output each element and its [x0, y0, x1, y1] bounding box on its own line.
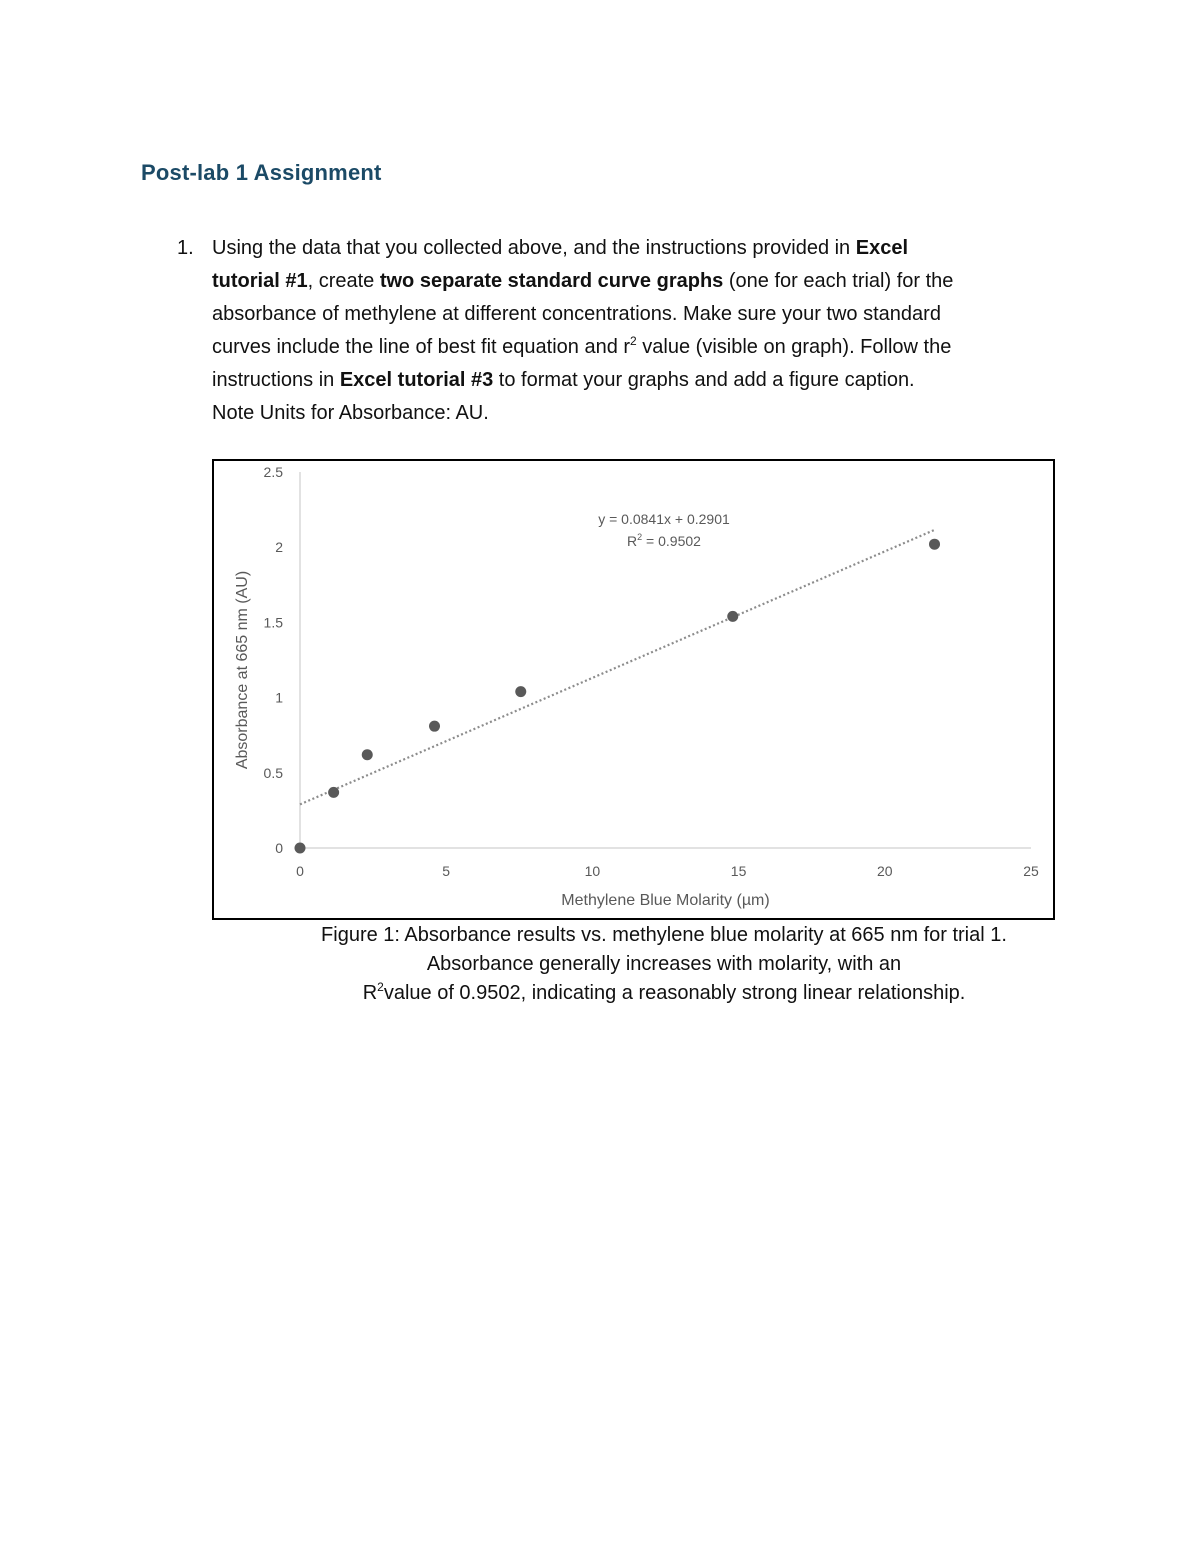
data-point: [727, 611, 738, 622]
chart-trendline-group: [300, 530, 935, 804]
caption-line-2: Absorbance generally increases with molarity, with an: [426, 953, 902, 975]
caption-line-3: [212, 979, 1116, 1008]
question-text: [212, 232, 1072, 430]
page-title: Post-lab 1 Assignment: [141, 160, 382, 185]
y-tick-label: 2.5: [263, 464, 283, 480]
question-text-span: to format your graphs and add a figure caption.: [493, 369, 915, 391]
caption-text-span: value of 0.9502, indicating a reasonably strong linear relationship.: [383, 982, 966, 1004]
x-tick-label: 25: [1023, 863, 1039, 879]
question-line-4: [212, 331, 1072, 364]
y-tick-label: 1.5: [263, 614, 283, 631]
question-text-span: instructions in: [212, 369, 340, 391]
question-line-6: Note Units for Absorbance: AU.: [212, 402, 489, 424]
x-tick-label: 0: [296, 863, 304, 879]
data-point: [295, 843, 306, 854]
question-line-1: [212, 232, 1072, 265]
chart-frame: [212, 459, 1055, 920]
question-text-span: curves include the line of best fit equation and r: [212, 336, 631, 358]
y-axis-title: Absorbance at 665 nm (AU): [234, 570, 251, 770]
trendline: [300, 530, 935, 804]
y-tick-label: 1: [275, 689, 283, 706]
figure-caption: [212, 921, 1116, 1008]
scatter-chart: [214, 461, 1053, 918]
question-text-span: (one for each trial) for the: [723, 270, 954, 292]
data-point: [328, 787, 339, 798]
superscript: 2: [377, 980, 384, 994]
r-squared-value: = 0.9502: [642, 533, 701, 549]
y-tick-label: 0.5: [263, 764, 283, 781]
data-point: [362, 749, 373, 760]
question-line-2: [212, 265, 1072, 298]
superscript: 2: [630, 334, 637, 348]
data-point: [929, 539, 940, 550]
x-tick-label: 20: [877, 863, 893, 879]
trendline-equation-label: y = 0.0841x + 0.2901: [598, 511, 730, 527]
y-tick-label: 0: [275, 840, 283, 856]
chart-labels: [234, 464, 1039, 909]
chart-points: [295, 539, 941, 854]
question-text-span: , create: [307, 270, 380, 292]
standard-curve-bold-text: two separate standard curve graphs: [379, 270, 724, 292]
data-point: [429, 721, 440, 732]
tutorial-1-bold-text: tutorial #1: [212, 270, 308, 292]
question-line-5: [212, 364, 1072, 397]
caption-line-1: Figure 1: Absorbance results vs. methylene blue molarity at 665 nm for trial 1.: [321, 924, 1007, 946]
x-tick-label: 15: [730, 863, 747, 879]
chart-axes: [300, 472, 1031, 848]
r-squared-label: [627, 532, 701, 549]
x-tick-label: 5: [442, 863, 451, 879]
r-squared-prefix: R: [627, 533, 638, 549]
question-text-span: Using the data that you collected above, and the instructions provided in: [212, 237, 856, 259]
x-axis-title: Methylene Blue Molarity (µm): [561, 892, 770, 909]
tutorial-3-bold-text: Excel tutorial #3: [339, 369, 494, 391]
r-squared-superscript: 2: [637, 532, 643, 542]
question-number: 1.: [177, 237, 194, 259]
caption-text-span: R: [362, 982, 378, 1004]
x-tick-label: 10: [584, 863, 601, 879]
question-line-3: absorbance of methylene at different concentrations. Make sure your two standard: [212, 303, 941, 325]
excel-bold-text: Excel: [855, 237, 909, 259]
data-point: [515, 686, 526, 697]
y-tick-label: 2: [275, 539, 283, 556]
question-text-span: value (visible on graph). Follow the: [636, 336, 952, 358]
